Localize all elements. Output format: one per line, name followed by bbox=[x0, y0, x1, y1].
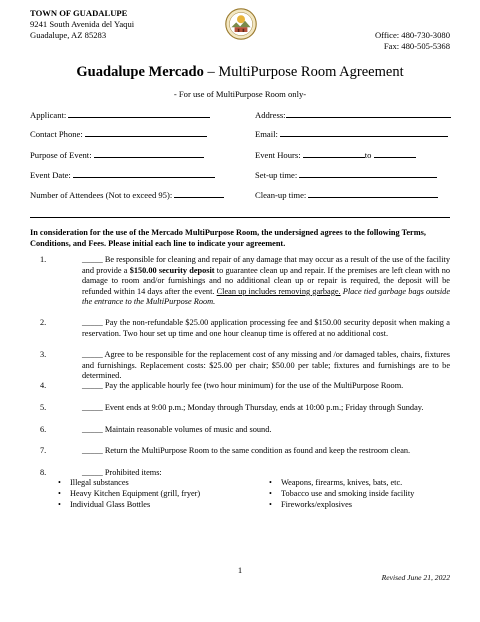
setup-time-line[interactable] bbox=[299, 170, 437, 178]
contact-phone-label: Contact Phone: bbox=[30, 129, 83, 139]
prohibited-item-label: Weapons, firearms, knives, bats, etc. bbox=[281, 478, 403, 487]
term-number: 3. bbox=[40, 350, 47, 359]
town-name: TOWN OF GUADALUPE bbox=[30, 8, 128, 18]
event-hours-end-line[interactable] bbox=[374, 150, 416, 158]
term-number: 6. bbox=[40, 425, 47, 434]
form-row-applicant bbox=[30, 110, 450, 122]
form-row-date bbox=[30, 170, 450, 182]
cleanup-time-field[interactable] bbox=[255, 190, 438, 200]
form-row-purpose bbox=[30, 150, 450, 162]
bullet-icon: • bbox=[269, 489, 272, 498]
form-row-contact bbox=[30, 129, 450, 141]
prohibited-item bbox=[58, 478, 129, 489]
term-number: 1. bbox=[40, 255, 47, 264]
bullet-icon: • bbox=[269, 500, 272, 509]
garbage-instruction: Place tied garbage bags outside the entrance to the MultiPurpose Room. bbox=[82, 286, 451, 307]
fax-number: Fax: 480-505-5368 bbox=[383, 41, 450, 51]
page-title bbox=[0, 64, 480, 81]
term-number: 8. bbox=[40, 468, 47, 477]
street-address: 9241 South Avenida del Yaqui bbox=[30, 19, 135, 29]
header-address-block bbox=[30, 8, 134, 41]
address-line[interactable] bbox=[286, 110, 451, 118]
purpose-label: Purpose of Event: bbox=[30, 150, 92, 160]
setup-time-label: Set-up time: bbox=[255, 170, 298, 180]
cleanup-time-line[interactable] bbox=[308, 190, 438, 198]
subtitle: - For use of MultiPurpose Room only- bbox=[173, 89, 307, 99]
term-number: 4. bbox=[40, 381, 47, 390]
prohibited-item-label: Illegal substances bbox=[70, 478, 129, 487]
header-contact-block bbox=[375, 30, 450, 52]
form-row-attendees bbox=[30, 190, 450, 202]
setup-time-field[interactable] bbox=[255, 170, 437, 180]
attendees-line[interactable] bbox=[174, 190, 224, 198]
prohibited-item bbox=[269, 478, 402, 489]
email-label: Email: bbox=[255, 129, 278, 139]
address-field[interactable] bbox=[255, 110, 451, 120]
applicant-label: Applicant: bbox=[30, 110, 67, 120]
term-number: 7. bbox=[40, 446, 47, 455]
event-date-field[interactable] bbox=[30, 170, 215, 180]
bullet-icon: • bbox=[269, 478, 272, 487]
event-hours-to-label: to bbox=[364, 150, 372, 160]
bullet-icon: • bbox=[58, 489, 61, 498]
prohibited-item-label: Heavy Kitchen Equipment (grill, fryer) bbox=[70, 489, 201, 498]
term-text bbox=[82, 255, 450, 308]
purpose-line[interactable] bbox=[94, 150, 204, 158]
attendees-label: Number of Attendees (Not to exceed 95): bbox=[30, 190, 173, 200]
prohibited-item bbox=[269, 489, 414, 500]
event-date-label: Event Date: bbox=[30, 170, 71, 180]
event-hours-field[interactable] bbox=[255, 150, 416, 160]
event-hours-label: Event Hours: bbox=[255, 150, 301, 160]
cleanup-note: Clean up includes removing garbage. bbox=[216, 286, 341, 296]
city-state-zip: Guadalupe, AZ 85283 bbox=[30, 30, 107, 40]
contact-phone-field[interactable] bbox=[30, 129, 207, 139]
term-text: _____ Pay the non-refundable $25.00 application processing fee and $150.00 security deposit when making a reservation. Two hour set up time and one hour cleanup time is offered at no additional cost. bbox=[82, 318, 450, 338]
office-phone: Office: 480-730-3080 bbox=[374, 30, 450, 40]
prohibited-item-label: Tobacco use and smoking inside facility bbox=[281, 489, 415, 498]
attendees-field[interactable] bbox=[30, 190, 224, 200]
term-text: _____ Prohibited items: bbox=[82, 468, 162, 477]
term-number: 2. bbox=[40, 318, 47, 327]
prohibited-item bbox=[58, 489, 200, 500]
revision-date: Revised June 21, 2022 bbox=[381, 573, 450, 582]
prohibited-item bbox=[58, 500, 150, 511]
email-line[interactable] bbox=[280, 129, 448, 137]
section-divider bbox=[30, 217, 450, 218]
bullet-icon: • bbox=[58, 478, 61, 487]
email-field[interactable] bbox=[255, 129, 448, 139]
term-text: _____ Maintain reasonable volumes of music and sound. bbox=[82, 425, 272, 434]
applicant-field[interactable] bbox=[30, 110, 210, 120]
cleanup-time-label: Clean-up time: bbox=[255, 190, 307, 200]
event-date-line[interactable] bbox=[73, 170, 215, 178]
purpose-field[interactable] bbox=[30, 150, 204, 160]
title-bold: Guadalupe Mercado bbox=[76, 64, 204, 80]
address-label: Address: bbox=[255, 110, 286, 120]
contact-phone-line[interactable] bbox=[85, 129, 207, 137]
term-text: _____ Agree to be responsible for the replacement cost of any missing and /or damaged tables, chairs, fixtures and furnishings. Replacement costs: $25.00 per chair; $50.00 per table; fixtures and furnishings are to be determined. bbox=[82, 350, 450, 381]
bullet-icon: • bbox=[58, 500, 61, 509]
term-1-part-c: to guarantee clean up and repair. If the premises are left clean with no damage to room and/or furnishings and no additional clean up or repair is required, the deposit will be refunded within 14 days after the event. bbox=[82, 265, 450, 296]
term-text: _____ Pay the applicable hourly fee (two hour minimum) for the use of the MultiPurpose Room. bbox=[82, 381, 404, 390]
page-number: 1 bbox=[237, 565, 243, 575]
term-text: _____ Event ends at 9:00 p.m.; Monday through Thursday, ends at 10:00 p.m.; Friday through Sunday. bbox=[82, 403, 424, 412]
title-rest: – MultiPurpose Room Agreement bbox=[203, 64, 404, 80]
prohibited-item-label: Individual Glass Bottles bbox=[70, 500, 151, 509]
event-hours-start-line[interactable] bbox=[303, 150, 365, 158]
terms-intro: In consideration for the use of the Mercado MultiPurpose Room, the undersigned agrees to the following Terms, Conditions, and Fees. Please initial each line to indicate your agreement. bbox=[30, 228, 426, 248]
applicant-line[interactable] bbox=[68, 110, 210, 118]
term-number: 5. bbox=[40, 403, 47, 412]
prohibited-item-label: Fireworks/explosives bbox=[281, 500, 352, 509]
term-text: _____ Return the MultiPurpose Room to the same condition as found and keep the restroom clean. bbox=[82, 446, 411, 455]
town-seal-icon bbox=[225, 8, 257, 40]
security-deposit-amount: $150.00 security deposit bbox=[129, 265, 215, 275]
term-1-part-a: _____ Be responsible for cleaning and repair of any damage that may occur as a result of the use of the facility and provide a bbox=[82, 255, 450, 275]
prohibited-item bbox=[269, 500, 352, 511]
